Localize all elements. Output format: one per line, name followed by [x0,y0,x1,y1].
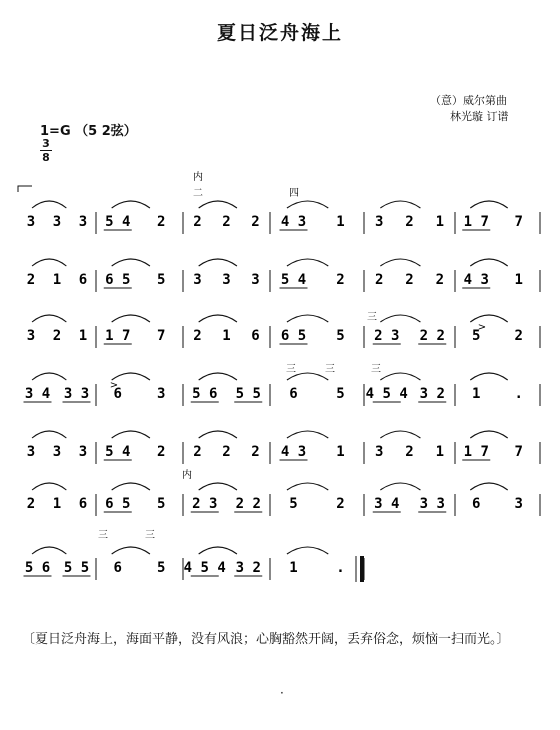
note-group: 3 [222,272,231,288]
note-group: 6 [78,496,88,512]
marking-san: 三 [145,530,155,541]
note-group: . [514,386,523,402]
note-group: 6 5 [105,496,131,512]
note-group: 1 [78,328,88,344]
repeat-bracket [18,186,32,192]
slur [470,259,507,266]
note-group: 5 [157,496,166,512]
note-group: 2 [157,444,166,460]
note-group: 2 [405,444,414,460]
note-group: 3 [193,272,202,288]
note-group: 3 4 [374,496,400,512]
note-group: 3 [26,444,36,460]
note-group: 6 [113,386,122,402]
slur [32,431,66,438]
note-group: 2 [193,214,202,230]
slur [380,259,420,266]
slur [112,259,150,266]
note-group: 3 3 [419,496,445,512]
note-group: 3 [78,214,88,230]
note-group: 3 2 [419,386,445,402]
note-group: 2 2 [235,496,261,512]
note-group: 1 [336,444,345,460]
marking-nei: 内 [193,172,203,183]
note-group: 5 6 [24,560,51,576]
note-group: 1 [52,496,62,512]
note-group: 1 [435,444,445,460]
note-group: 2 [26,272,36,288]
key-signature: 1=G （5 2弦） [40,124,137,139]
slur [470,373,507,380]
note-group: 5 [336,328,345,344]
note-group: 2 3 [374,328,400,344]
note-group: 2 [336,272,345,288]
note-group: 6 [289,386,298,402]
note-group: 2 [52,328,62,344]
marking-accent: > [477,322,487,333]
slur [112,201,150,208]
marking-accent: > [109,380,119,391]
slur [470,483,507,490]
note-group: 3 [78,444,88,460]
note-group: 5 [289,496,298,512]
page-title: 夏日泛舟海上 [216,22,343,44]
page-dot: · [280,686,284,700]
note-group: 2 [193,444,202,460]
note-group: 5 [336,386,345,402]
time-signature-top: 3 [42,137,50,150]
slur [287,483,328,490]
marking-nei: 内 [182,470,192,481]
slur [112,373,150,380]
caption-text: 〔夏日泛舟海上，海面平静，没有风浪；心胸豁然开阔，丢弃俗念，烦恼一扫而光。〕 [22,632,510,647]
slur [287,201,328,208]
note-group: 2 [514,328,523,344]
slur [112,431,150,438]
slur [32,201,66,208]
marking-san: 三 [325,364,335,375]
note-group: 1 [289,560,298,576]
note-group: 5 [157,560,166,576]
note-group: 2 [405,272,414,288]
slur [32,259,66,266]
note-group: 6 [472,496,481,512]
slur [32,315,66,322]
slur [470,315,507,322]
note-group: 1 7 [463,214,489,230]
slur [199,201,237,208]
slur [199,315,237,322]
note-group: 3 [374,444,384,460]
note-group: 5 5 [63,560,90,576]
slur [112,315,150,322]
slur [380,483,420,490]
note-group: 2 [251,214,260,230]
slur [287,259,328,266]
marking-er: 二 [193,188,203,199]
slur [287,315,328,322]
note-group: 1 [52,272,62,288]
note-group: 2 3 [192,496,218,512]
note-group: 5 4 [105,444,131,460]
composer-credit: （意）威尔第曲 [430,94,507,107]
slur [199,431,237,438]
note-group: 4 3 [280,214,307,230]
note-group: 3 3 [63,386,90,402]
note-group: 4 3 [280,444,307,460]
arranger-credit: 林光璇 订谱 [450,110,509,123]
note-group: 3 [26,328,36,344]
note-group: 2 [222,444,231,460]
note-group: 7 [514,214,523,230]
slur [470,201,507,208]
note-group: 2 [435,272,445,288]
note-group: 3 [374,214,384,230]
note-group: 6 [251,328,260,344]
note-group: 5 [472,328,481,344]
slur [380,373,420,380]
note-group: 5 4 [105,214,131,230]
slur [199,259,237,266]
slur [287,431,328,438]
note-group: 6 5 [105,272,131,288]
note-group: . [336,560,345,576]
time-signature-bottom: 8 [42,151,50,164]
note-group: 3 [514,496,523,512]
note-group: 4 5 4 [183,560,226,576]
slur [32,373,66,380]
note-group: 1 [336,214,345,230]
note-group: 2 [405,214,414,230]
slur [380,315,420,322]
note-group: 3 [26,214,36,230]
note-group: 2 [26,496,36,512]
note-group: 4 3 [463,272,489,288]
note-group: 7 [514,444,523,460]
note-group: 1 [222,328,231,344]
note-group: 3 [52,214,62,230]
slur [32,483,66,490]
note-group: 2 [336,496,345,512]
note-group: 3 2 [235,560,261,576]
note-group: 3 [157,386,166,402]
slur [199,483,237,490]
note-group: 5 6 [192,386,218,402]
slur [287,547,328,554]
note-group: 2 2 [419,328,445,344]
marking-san: 三 [371,364,381,375]
marking-si: 四 [289,188,299,199]
note-group: 2 [157,214,166,230]
note-group: 3 4 [24,386,51,402]
note-group: 4 5 4 [365,386,408,402]
note-group: 1 [435,214,445,230]
note-group: 6 [113,560,122,576]
note-group: 2 [222,214,231,230]
slur [470,431,507,438]
slur [112,547,150,554]
note-group: 3 [251,272,260,288]
note-group: 5 [157,272,166,288]
slur [380,201,420,208]
note-group: 1 7 [105,328,131,344]
note-group: 1 [472,386,481,402]
slur [199,373,237,380]
marking-san: 三 [367,312,377,323]
slur [199,547,237,554]
note-group: 5 5 [235,386,261,402]
note-group: 2 [374,272,384,288]
note-group: 2 [193,328,202,344]
note-group: 2 [251,444,260,460]
note-group: 1 7 [463,444,489,460]
marking-san: 三 [98,530,108,541]
note-group: 1 [514,272,523,288]
note-group: 7 [157,328,166,344]
slur [112,483,150,490]
slur [32,547,66,554]
note-group: 5 4 [280,272,307,288]
marking-san: 三 [286,364,296,375]
note-group: 6 [78,272,88,288]
note-group: 3 [52,444,62,460]
note-group: 6 5 [280,328,307,344]
slur [380,431,420,438]
